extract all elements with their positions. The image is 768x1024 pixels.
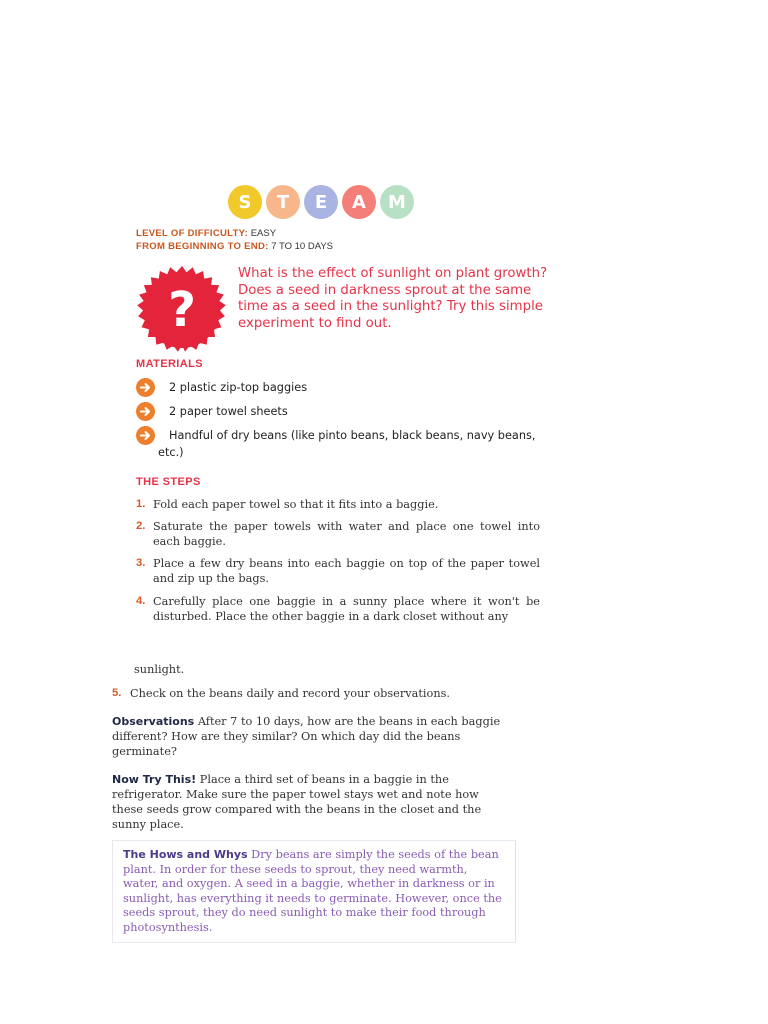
material-text-continued: etc.) [158, 446, 184, 459]
step-number: 3. [136, 557, 146, 569]
observations-paragraph [112, 714, 502, 759]
difficulty-line [136, 228, 276, 239]
steam-letter-m: M [380, 185, 414, 219]
steam-letter-s: S [228, 185, 262, 219]
step-text: Carefully place one baggie in a sunny place where it won't be disturbed. Place the other baggie in a dark closet without any [153, 595, 540, 623]
step-item [112, 686, 532, 701]
hows-whys-paragraph [123, 848, 505, 936]
step-number: 5. [112, 687, 122, 699]
now-try-text: Place a third set of beans in a baggie in the refrigerator. Make sure the paper towel stays wet and note how these seeds grow compared with the beans in the closet and the sunny place. [112, 773, 482, 831]
step-item [136, 497, 540, 512]
now-try-lead: Now Try This! [112, 773, 197, 786]
observations-text: After 7 to 10 days, how are the beans in each baggie different? How are they similar? On which day did the beans germinate? [112, 715, 501, 758]
hows-whys-lead: The Hows and Whys [123, 848, 248, 861]
steam-letter-a: A [342, 185, 376, 219]
step-number: 2. [136, 520, 146, 532]
material-item [136, 426, 535, 445]
observations-lead: Observations [112, 715, 195, 728]
material-text: Handful of dry beans (like pinto beans, black beans, navy beans, [169, 429, 536, 442]
hows-whys-text: Dry beans are simply the seeds of the bean plant. In order for these seeds to sprout, they need warmth, water, and oxygen. A seed in a baggie, whether in darkness or in sunlight, has everything it needs to germinate. However, once the seeds sprout, they do need sunlight to make their food through photosynthesis. [123, 848, 502, 934]
step-text: Check on the beans daily and record your observations. [130, 687, 450, 700]
step-number: 1. [136, 498, 146, 510]
materials-heading: MATERIALS [136, 358, 203, 370]
step-4-continued: sunlight. [134, 663, 185, 676]
material-item [136, 402, 288, 421]
hows-whys-box [112, 840, 516, 943]
difficulty-value: EASY [250, 228, 277, 239]
steam-badges [228, 185, 414, 219]
step-text: Saturate the paper towels with water and place one towel into each baggie. [153, 520, 540, 548]
material-item [136, 378, 307, 397]
now-try-paragraph [112, 772, 502, 832]
question-badge-icon [135, 264, 229, 358]
material-text: 2 paper towel sheets [169, 405, 288, 418]
difficulty-label: LEVEL OF DIFFICULTY: [136, 228, 249, 239]
arrow-right-icon [136, 378, 155, 397]
step-item [136, 594, 540, 624]
step-item [136, 556, 540, 586]
step-text: Place a few dry beans into each baggie on top of the paper towel and zip up the bags. [153, 557, 540, 585]
step-text: Fold each paper towel so that it fits into a baggie. [153, 498, 439, 511]
duration-line [136, 241, 333, 252]
duration-value: 7 TO 10 DAYS [271, 241, 334, 252]
question-mark: ? [168, 282, 196, 338]
material-text: 2 plastic zip-top baggies [169, 381, 308, 394]
arrow-right-icon [136, 426, 155, 445]
duration-label: FROM BEGINNING TO END: [136, 241, 269, 252]
intro-question: What is the effect of sunlight on plant growth? Does a seed in darkness sprout at the same time as a seed in the sunlight? Try this simple experiment to find out. [238, 266, 548, 331]
arrow-right-icon [136, 402, 155, 421]
step-number: 4. [136, 595, 146, 607]
steam-letter-t: T [266, 185, 300, 219]
steps-heading: THE STEPS [136, 476, 201, 488]
step-item [136, 519, 540, 549]
steam-letter-e: E [304, 185, 338, 219]
